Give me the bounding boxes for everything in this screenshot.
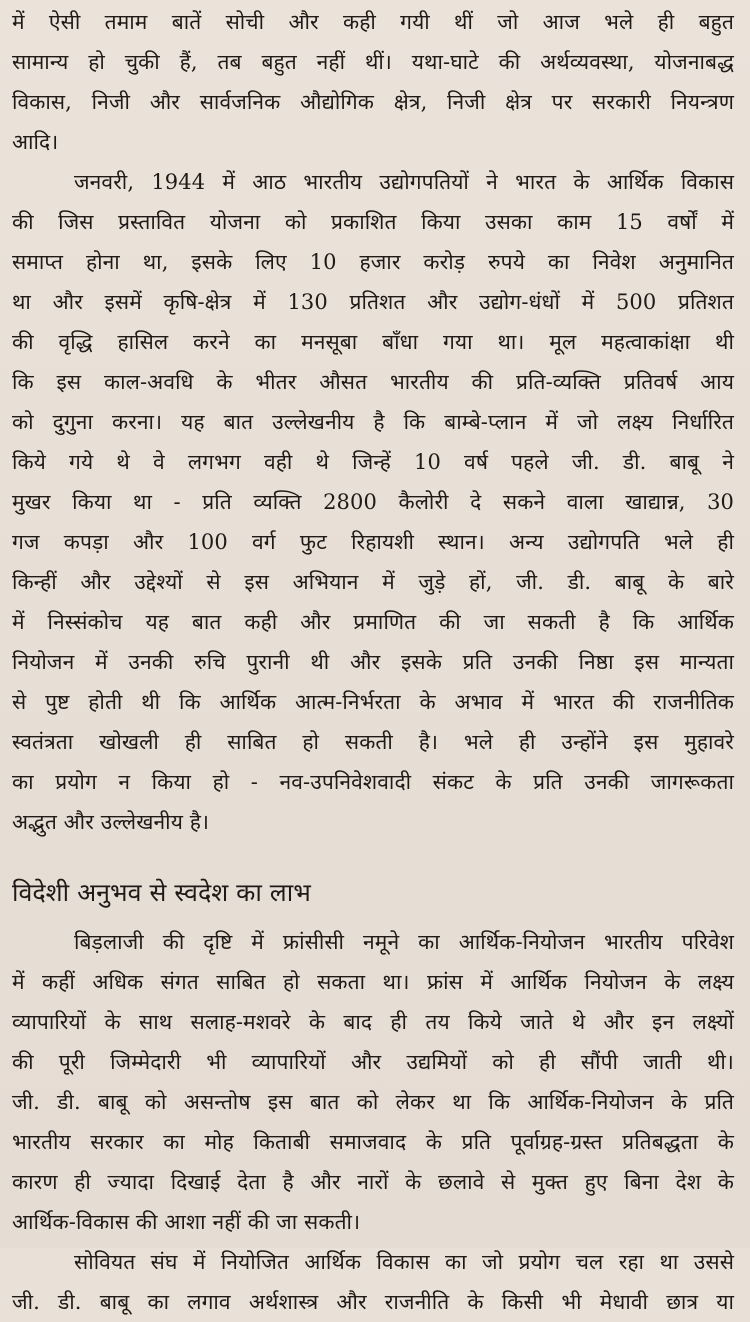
text-line: व्यापारियों के साथ सलाह-मशवरे के बाद ही तय किये जाते थे और इन लक्ष्यों bbox=[12, 1010, 734, 1034]
text-line: में ऐसी तमाम बातें सोची और कही गयी थीं जो आज भले ही बहुत bbox=[12, 10, 734, 34]
text-line: सामान्य हो चुकी हैं, तब बहुत नहीं थीं। यथा-घाटे की अर्थव्यवस्था, योजनाबद्ध bbox=[12, 50, 734, 74]
text-line: में निस्संकोच यह बात कही और प्रमाणित की जा सकती है कि आर्थिक bbox=[12, 610, 734, 634]
text-line: समाप्त होना था, इसके लिए 10 हजार करोड़ रुपये का निवेश अनुमानित bbox=[12, 250, 734, 274]
paragraph-2 bbox=[12, 162, 734, 842]
text-line: था और इसमें कृषि-क्षेत्र में 130 प्रतिशत और उद्योग-धंधों में 500 प्रतिशत bbox=[12, 290, 734, 314]
text-line: किये गये थे वे लगभग वही थे जिन्हें 10 वर्ष पहले जी. डी. बाबू ने bbox=[12, 450, 734, 474]
text-line: भारतीय सरकार का मोह किताबी समाजवाद के प्रति पूर्वाग्रह-ग्रस्त प्रतिबद्धता के bbox=[12, 1130, 734, 1154]
text-line: की पूरी जिम्मेदारी भी व्यापारियों और उद्यमियों को ही सौंपी जाती थी। bbox=[12, 1050, 734, 1074]
paragraph-3 bbox=[12, 922, 734, 1242]
text-line: मुखर किया था - प्रति व्यक्ति 2800 कैलोरी दे सकने वाला खाद्यान्न, 30 bbox=[12, 490, 734, 514]
paragraph-1 bbox=[12, 2, 734, 162]
text-line: सोवियत संघ में नियोजित आर्थिक विकास का जो प्रयोग चल रहा था उससे bbox=[74, 1250, 734, 1274]
text-line: स्वतंत्रता खोखली ही साबित हो सकती है। भले ही उन्होंने इस मुहावरे bbox=[12, 730, 734, 754]
text-line: नियोजन में उनकी रुचि पुरानी थी और इसके प्रति उनकी निष्ठा इस मान्यता bbox=[12, 650, 734, 674]
section-heading: विदेशी अनुभव से स्वदेश का लाभ bbox=[12, 878, 311, 907]
text-line: आर्थिक-विकास की आशा नहीं की जा सकती। bbox=[12, 1210, 361, 1234]
text-line: में कहीं अधिक संगत साबित हो सकता था। फ्रांस में आर्थिक नियोजन के लक्ष्य bbox=[12, 970, 734, 994]
section-gap bbox=[12, 842, 734, 870]
text-line: किन्हीं और उद्देश्यों से इस अभियान में जुड़े हों, जी. डी. बाबू के बारे bbox=[12, 570, 734, 594]
text-line: कारण ही ज्यादा दिखाई देता है और नारों के छलावे से मुक्त हुए बिना देश के bbox=[12, 1170, 734, 1194]
paragraph-4 bbox=[12, 1242, 734, 1322]
text-line: से पुष्ट होती थी कि आर्थिक आत्म-निर्भरता के अभाव में भारत की राजनीतिक bbox=[12, 690, 734, 714]
text-line: जी. डी. बाबू को असन्तोष इस बात को लेकर था कि आर्थिक-नियोजन के प्रति bbox=[12, 1090, 734, 1114]
text-line: को दुगुना करना। यह बात उल्लेखनीय है कि बाम्बे-प्लान में जो लक्ष्य निर्धारित bbox=[12, 410, 734, 434]
text-line: विकास, निजी और सार्वजनिक औद्योगिक क्षेत्र, निजी क्षेत्र पर सरकारी नियन्त्रण bbox=[12, 90, 734, 114]
text-line: जी. डी. बाबू का लगाव अर्थशास्त्र और राजनीति के किसी भी मेधावी छात्र या bbox=[12, 1290, 734, 1314]
text-line: कि इस काल-अवधि के भीतर औसत भारतीय की प्रति-व्यक्ति प्रतिवर्ष आय bbox=[12, 370, 734, 394]
text-line: जनवरी, 1944 में आठ भारतीय उद्योगपतियों ने भारत के आर्थिक विकास bbox=[74, 170, 734, 194]
text-line: का प्रयोग न किया हो - नव-उपनिवेशवादी संकट के प्रति उनकी जागरूकता bbox=[12, 770, 734, 794]
text-line: की जिस प्रस्तावित योजना को प्रकाशित किया उसका काम 15 वर्षों में bbox=[12, 210, 734, 234]
text-line: बिड़लाजी की दृष्टि में फ्रांसीसी नमूने का आर्थिक-नियोजन भारतीय परिवेश bbox=[74, 930, 734, 954]
text-line: अद्भुत और उल्लेखनीय है। bbox=[12, 810, 210, 834]
text-line: की वृद्धि हासिल करने का मनसूबा बाँधा गया था। मूल महत्वाकांक्षा थी bbox=[12, 330, 734, 354]
text-line: गज कपड़ा और 100 वर्ग फुट रिहायशी स्थान। अन्य उद्योगपति भले ही bbox=[12, 530, 734, 554]
text-line: आदि। bbox=[12, 130, 59, 154]
